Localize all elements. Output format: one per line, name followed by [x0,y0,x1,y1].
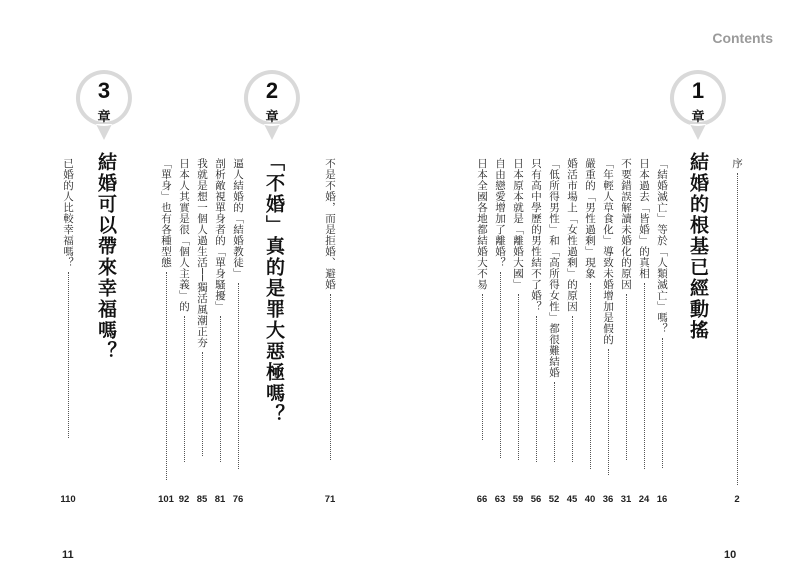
toc-entry-page: 85 [196,494,208,505]
toc-entry-page: 71 [324,494,336,505]
toc-entry-label: 不要錯誤解讀未婚化的原因 [620,158,632,290]
chapter-zhang: 章 [691,110,705,125]
chapter-number: 1 [691,78,705,103]
toc-entry[interactable] [729,158,745,485]
chapter-zhang: 章 [97,110,111,125]
leader-dots [590,283,591,469]
toc-entry[interactable] [322,158,338,460]
toc-entry-page: 63 [494,494,506,505]
chapter-zhang: 章 [265,110,279,125]
toc-entry[interactable] [492,158,508,458]
contents-label: Contents [712,30,773,46]
toc-entry-page: 31 [620,494,632,505]
toc-entry-page: 45 [566,494,578,505]
toc-entry-page: 16 [656,494,668,505]
toc-entry[interactable] [564,158,580,462]
toc-entry[interactable] [528,158,544,462]
toc-entry-label: 自由戀愛增加了離婚？ [494,158,506,268]
leader-dots [518,294,519,460]
toc-entry[interactable] [618,158,634,460]
toc-entry-label: 逼人結婚的「結婚教徒」 [232,158,244,279]
toc-entry[interactable] [212,158,228,462]
leader-dots [554,382,555,462]
toc-entry[interactable] [60,158,76,438]
toc-entry-label: 日本人其實是很「個人主義」的 [178,158,190,312]
toc-entry[interactable] [546,158,562,462]
chapter-title: 「不婚」真的是罪大惡極嗎？ [263,152,285,425]
page-number-left: 11 [62,549,74,561]
toc-entry-page: 36 [602,494,614,505]
toc-entry[interactable] [636,158,652,469]
leader-dots [644,283,645,469]
toc-entry[interactable] [230,158,246,469]
chapter-number: 3 [97,78,111,103]
chapter-2-badge [242,68,302,144]
leader-dots [330,294,331,460]
leader-dots [202,352,203,456]
toc-entry-label: 「單身」也有各種型態 [160,158,172,268]
leader-dots [166,272,167,480]
toc-entry-page: 24 [638,494,650,505]
toc-entry[interactable] [600,158,616,475]
toc-entry-label: 「結婚滅亡」等於「人類滅亡」嗎？ [656,158,668,334]
chapter-title: 結婚的根基已經動搖 [687,152,709,341]
toc-entry[interactable] [474,158,490,440]
leader-dots [662,338,663,468]
chapter-3-badge [74,68,134,144]
page-number-right: 10 [724,549,737,561]
toc-entry[interactable] [194,158,210,456]
toc-entry[interactable] [176,158,192,462]
toc-entry[interactable] [582,158,598,469]
toc-entry-page: 56 [530,494,542,505]
leader-dots [220,316,221,462]
toc-entry-label: 日本原本就是「離婚大國」 [512,158,524,290]
chapter-1-badge [668,68,728,144]
toc-entry-label: 日本全國各地都結婚大不易 [476,158,488,290]
toc-entry-label: 「年輕人草食化」導致未婚增加是假的 [602,158,614,345]
toc-entry-label: 只有高中學歷的男性結不了婚？ [530,158,542,312]
toc-entry-page: 92 [178,494,190,505]
toc-entry-label: 已婚的人比較幸福嗎？ [62,158,74,268]
leader-dots [238,283,239,469]
toc-entry-label: 日本過去「皆婚」的真相 [638,158,650,279]
toc-entry-page: 76 [232,494,244,505]
toc-entry[interactable] [158,158,174,480]
toc-entry-page: 2 [734,494,740,505]
toc-entry-page: 59 [512,494,524,505]
leader-dots [608,349,609,475]
toc-entry-page: 110 [60,494,76,505]
toc-entry-page: 66 [476,494,488,505]
toc-entry-label: 剖析敵視單身者的「單身騷擾」 [214,158,226,312]
leader-dots [626,294,627,460]
toc-entry-page: 81 [214,494,226,505]
leader-dots [500,272,501,458]
chapter-title: 結婚可以帶來幸福嗎？ [95,152,117,362]
chapter-number: 2 [265,78,279,103]
leader-dots [68,272,69,438]
toc-entry-label: 婚活市場上「女性過剩」的原因 [566,158,578,312]
toc-entry-label: 「低所得男性」和「高所得女性」都很難結婚 [548,158,560,378]
toc-entry-page: 101 [158,494,174,505]
toc-entry-page: 40 [584,494,596,505]
leader-dots [184,316,185,462]
leader-dots [737,173,738,485]
toc-entry-label: 嚴重的「男性過剩」現象 [584,158,596,279]
leader-dots [482,294,483,440]
leader-dots [572,316,573,462]
toc-entry-label: 序 [731,158,743,169]
toc-entry-label: 不是不婚，而是拒婚、避婚 [324,158,336,290]
toc-entry[interactable] [654,158,670,468]
toc-entry-label: 我就是想一個人過生活──獨活風潮正夯 [196,158,208,348]
leader-dots [536,316,537,462]
toc-entry-page: 52 [548,494,560,505]
toc-entry[interactable] [510,158,526,460]
